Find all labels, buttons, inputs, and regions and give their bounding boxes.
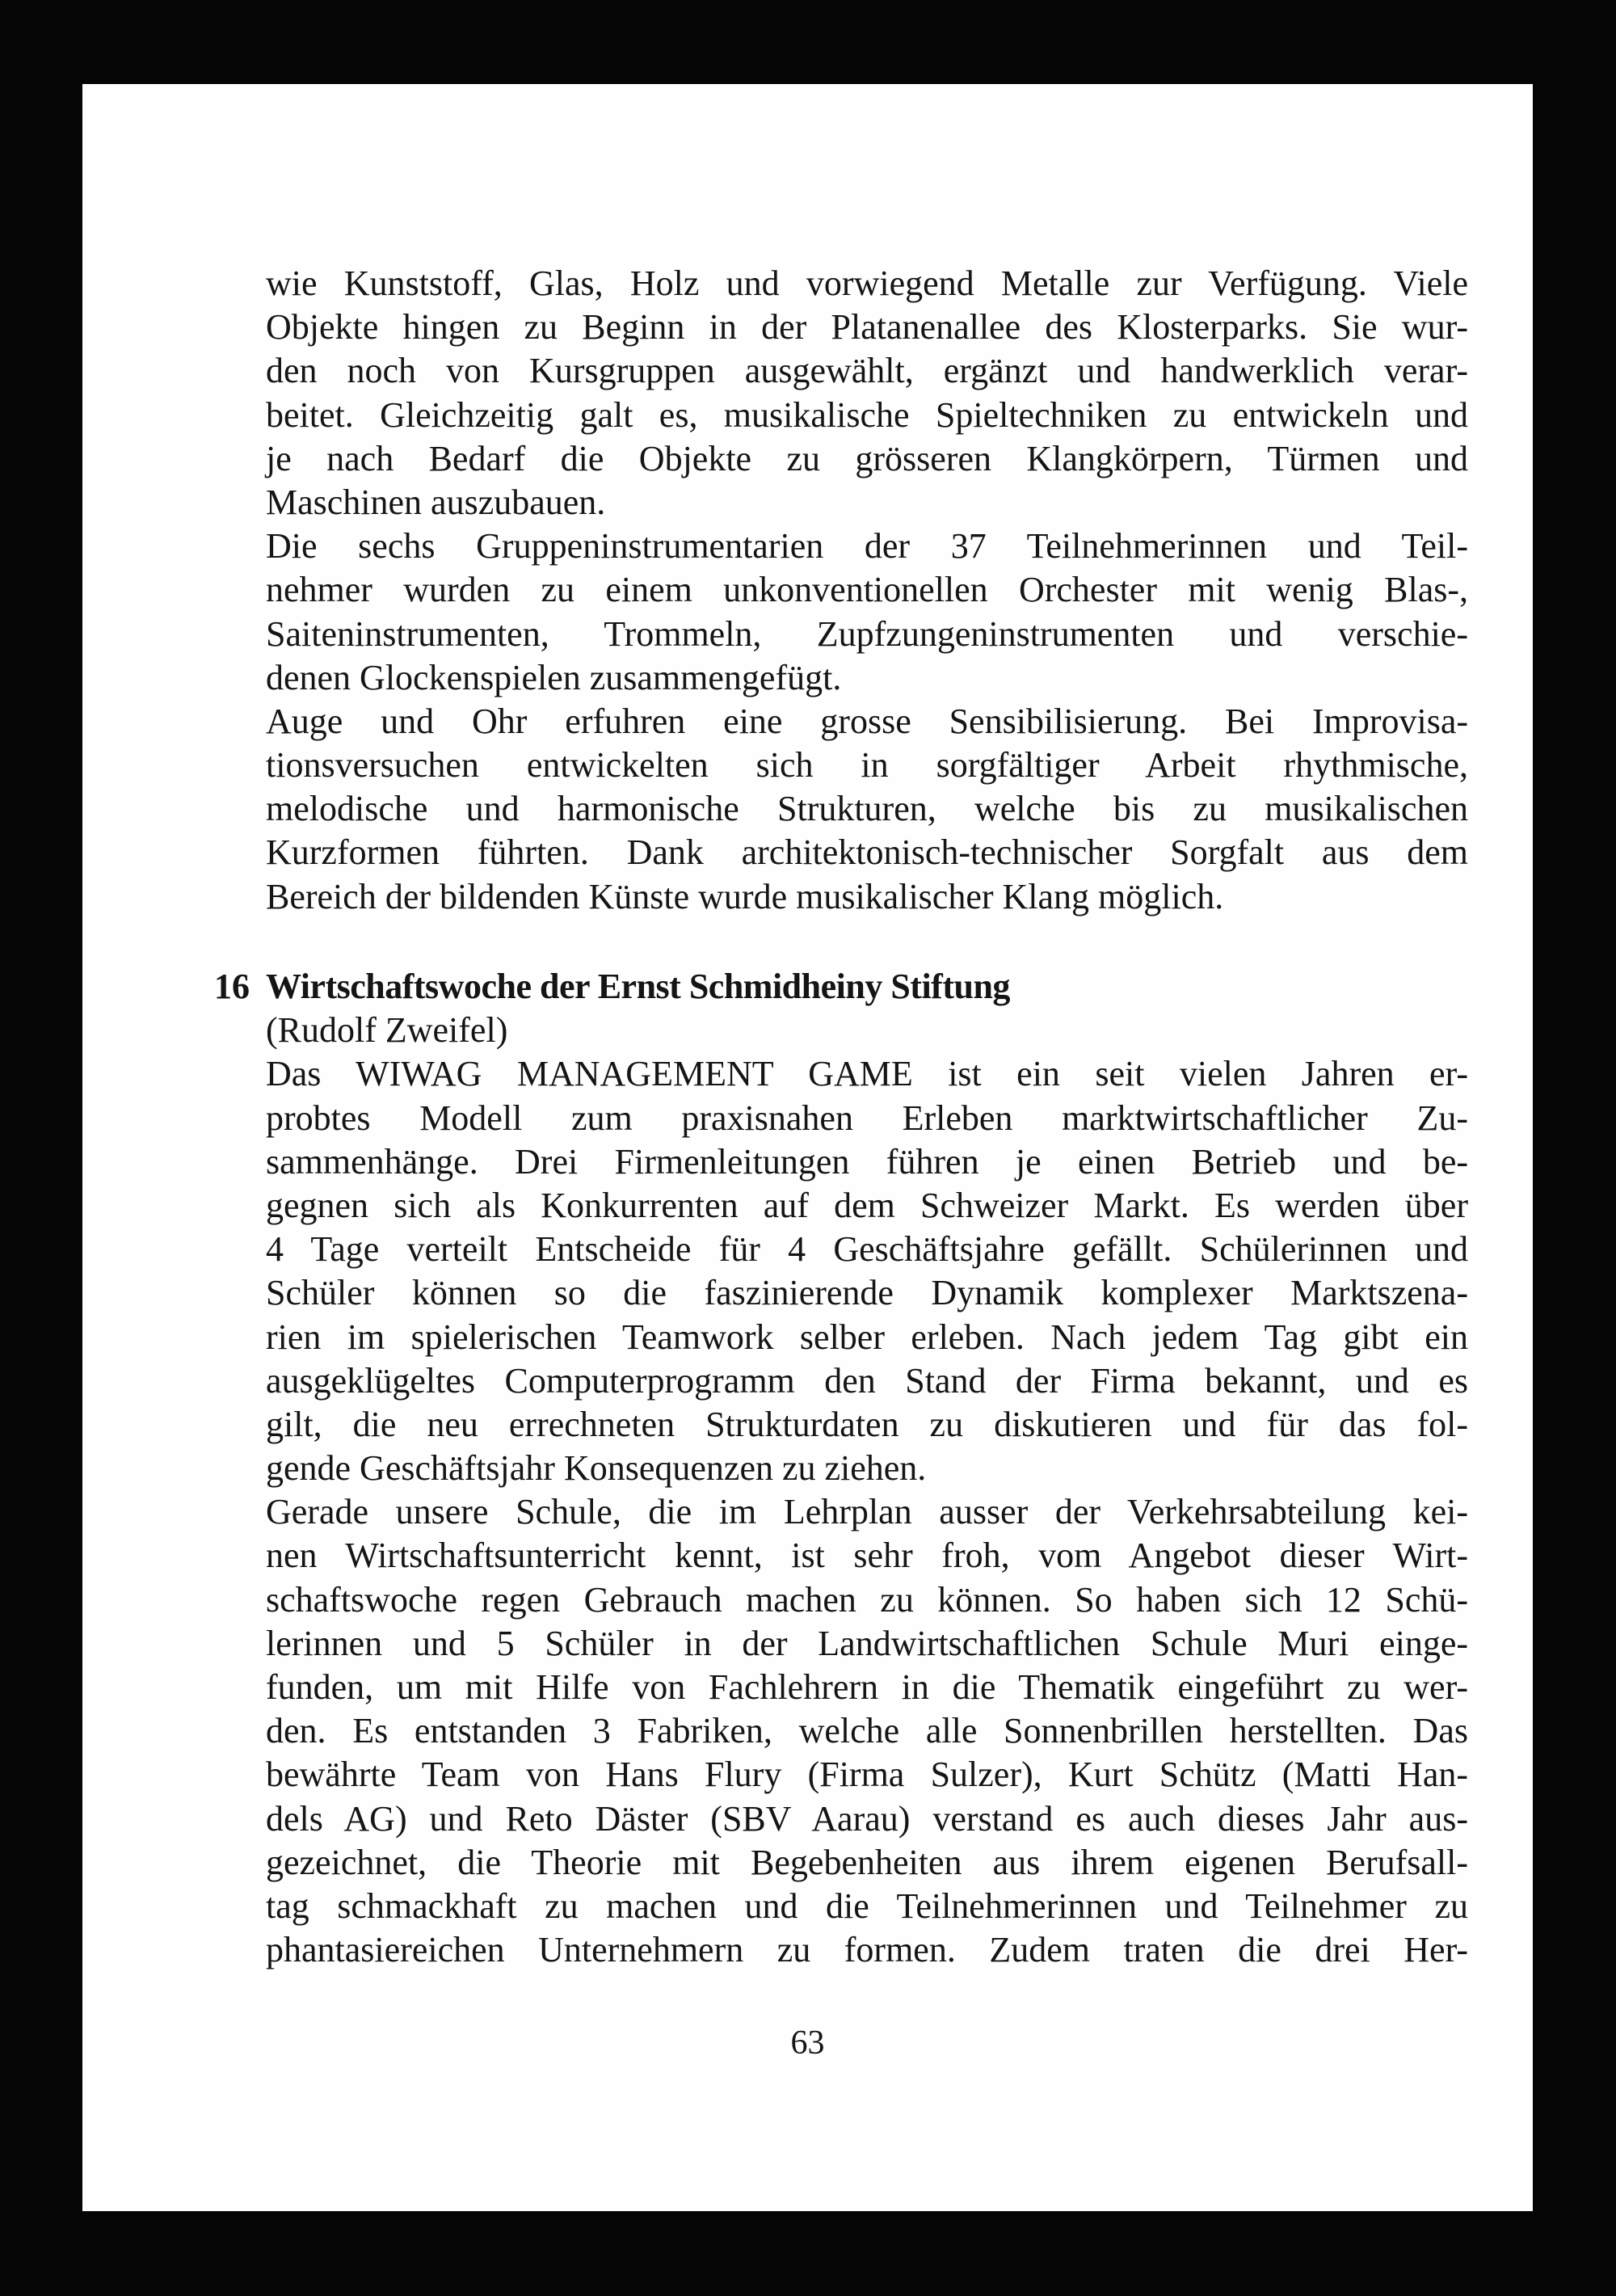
- text-line: den noch von Kursgruppen ausgewählt, ergänzt und handwerklich verar-: [266, 351, 1468, 391]
- text-line: phantasiereichen Unternehmern zu formen. Zudem traten die drei Her-: [266, 1930, 1468, 1970]
- text-line: rien im spielerischen Teamwork selber erleben. Nach jedem Tag gibt ein: [266, 1317, 1468, 1357]
- text-line: wie Kunststoff, Glas, Holz und vorwiegend Metalle zur Verfügung. Viele: [266, 263, 1468, 303]
- text-line: Maschinen auszubauen.: [266, 482, 606, 522]
- text-line: beitet. Gleichzeitig galt es, musikalische Spieltechniken zu entwickeln und: [266, 394, 1468, 435]
- text-line: gende Geschäftsjahr Konsequenzen zu ziehen.: [266, 1448, 927, 1489]
- text-line: den. Es entstanden 3 Fabriken, welche alle Sonnenbrillen herstellten. Das: [266, 1711, 1468, 1751]
- text-line: Auge und Ohr erfuhren eine grosse Sensibilisierung. Bei Improvisa-: [266, 701, 1468, 741]
- paragraph: [266, 262, 1468, 524]
- text-line: funden, um mit Hilfe von Fachlehrern in die Thematik eingeführt zu wer-: [266, 1667, 1468, 1707]
- section-16: [214, 965, 1468, 1972]
- text-line: Das WIWAG MANAGEMENT GAME ist ein seit vielen Jahren er-: [266, 1054, 1468, 1094]
- text-line: tag schmackhaft zu machen und die Teilnehmerinnen und Teilnehmer zu: [266, 1885, 1468, 1926]
- text-line: 4 Tage verteilt Entscheide für 4 Geschäftsjahre gefällt. Schülerinnen und: [266, 1229, 1468, 1270]
- text-line: gezeichnet, die Theorie mit Begebenheiten aus ihrem eigenen Berufsall-: [266, 1842, 1468, 1882]
- text-line: nen Wirtschaftsunterricht kennt, ist sehr froh, vom Angebot dieser Wirt-: [266, 1536, 1468, 1576]
- text-line: gilt, die neu errechneten Strukturdaten zu diskutieren und für das fol-: [266, 1404, 1468, 1444]
- text-line: Saiteninstrumenten, Trommeln, Zupfzungeninstrumenten und verschie-: [266, 613, 1468, 654]
- text-line: Gerade unsere Schule, die im Lehrplan ausser der Verkehrsabteilung kei-: [266, 1492, 1468, 1532]
- text-line: dels AG) und Reto Däster (SBV Aarau) verstand es auch dieses Jahr aus-: [266, 1798, 1468, 1839]
- text-line: nehmer wurden zu einem unkonventionellen Orchester mit wenig Blas-,: [266, 570, 1468, 610]
- text-line: tionsversuchen entwickelten sich in sorgfältiger Arbeit rhythmische,: [266, 745, 1468, 786]
- text-line: je nach Bedarf die Objekte zu grösseren Klangkörpern, Türmen und: [266, 438, 1468, 478]
- text-line: melodische und harmonische Strukturen, welche bis zu musikalischen: [266, 789, 1468, 829]
- text-line: probtes Modell zum praxisnahen Erleben marktwirtschaftlicher Zu-: [266, 1097, 1468, 1138]
- text-line: Die sechs Gruppeninstrumentarien der 37 Teilnehmerinnen und Teil-: [266, 526, 1468, 567]
- intro-text: [266, 262, 1468, 919]
- paragraph: [266, 1052, 1468, 1490]
- text-line: denen Glockenspielen zusammengefügt.: [266, 657, 842, 697]
- paragraph: [266, 700, 1468, 919]
- paragraph: [266, 1490, 1468, 1972]
- text-line: sammenhänge. Drei Firmenleitungen führen je einen Betrieb und be-: [266, 1141, 1468, 1182]
- text-line: Objekte hingen zu Beginn in der Platanenallee des Klosterparks. Sie wur-: [266, 307, 1468, 348]
- document-page: [82, 84, 1533, 2211]
- text-line: ausgeklügeltes Computerprogramm den Stand der Firma bekannt, und es: [266, 1360, 1468, 1401]
- page-number: 63: [790, 2024, 825, 2062]
- text-line: Kurzformen führten. Dank architektonisch-technischer Sorgfalt aus dem: [266, 832, 1468, 873]
- section-number: 16: [214, 967, 250, 1006]
- text-line: lerinnen und 5 Schüler in der Landwirtschaftlichen Schule Muri einge-: [266, 1623, 1468, 1663]
- text-line: Schüler können so die faszinierende Dynamik komplexer Marktszena-: [266, 1273, 1468, 1313]
- text-line: Bereich der bildenden Künste wurde musikalischer Klang möglich.: [266, 876, 1224, 916]
- text-line: schaftswoche regen Gebrauch machen zu können. So haben sich 12 Schü-: [266, 1579, 1468, 1620]
- section-title: Wirtschaftswoche der Ernst Schmidheiny Stiftung: [266, 967, 1010, 1006]
- paragraph: [266, 524, 1468, 700]
- text-line: bewährte Team von Hans Flury (Firma Sulzer), Kurt Schütz (Matti Han-: [266, 1755, 1468, 1795]
- text-line: gegnen sich als Konkurrenten auf dem Schweizer Markt. Es werden über: [266, 1185, 1468, 1225]
- section-author: (Rudolf Zweifel): [266, 1010, 508, 1051]
